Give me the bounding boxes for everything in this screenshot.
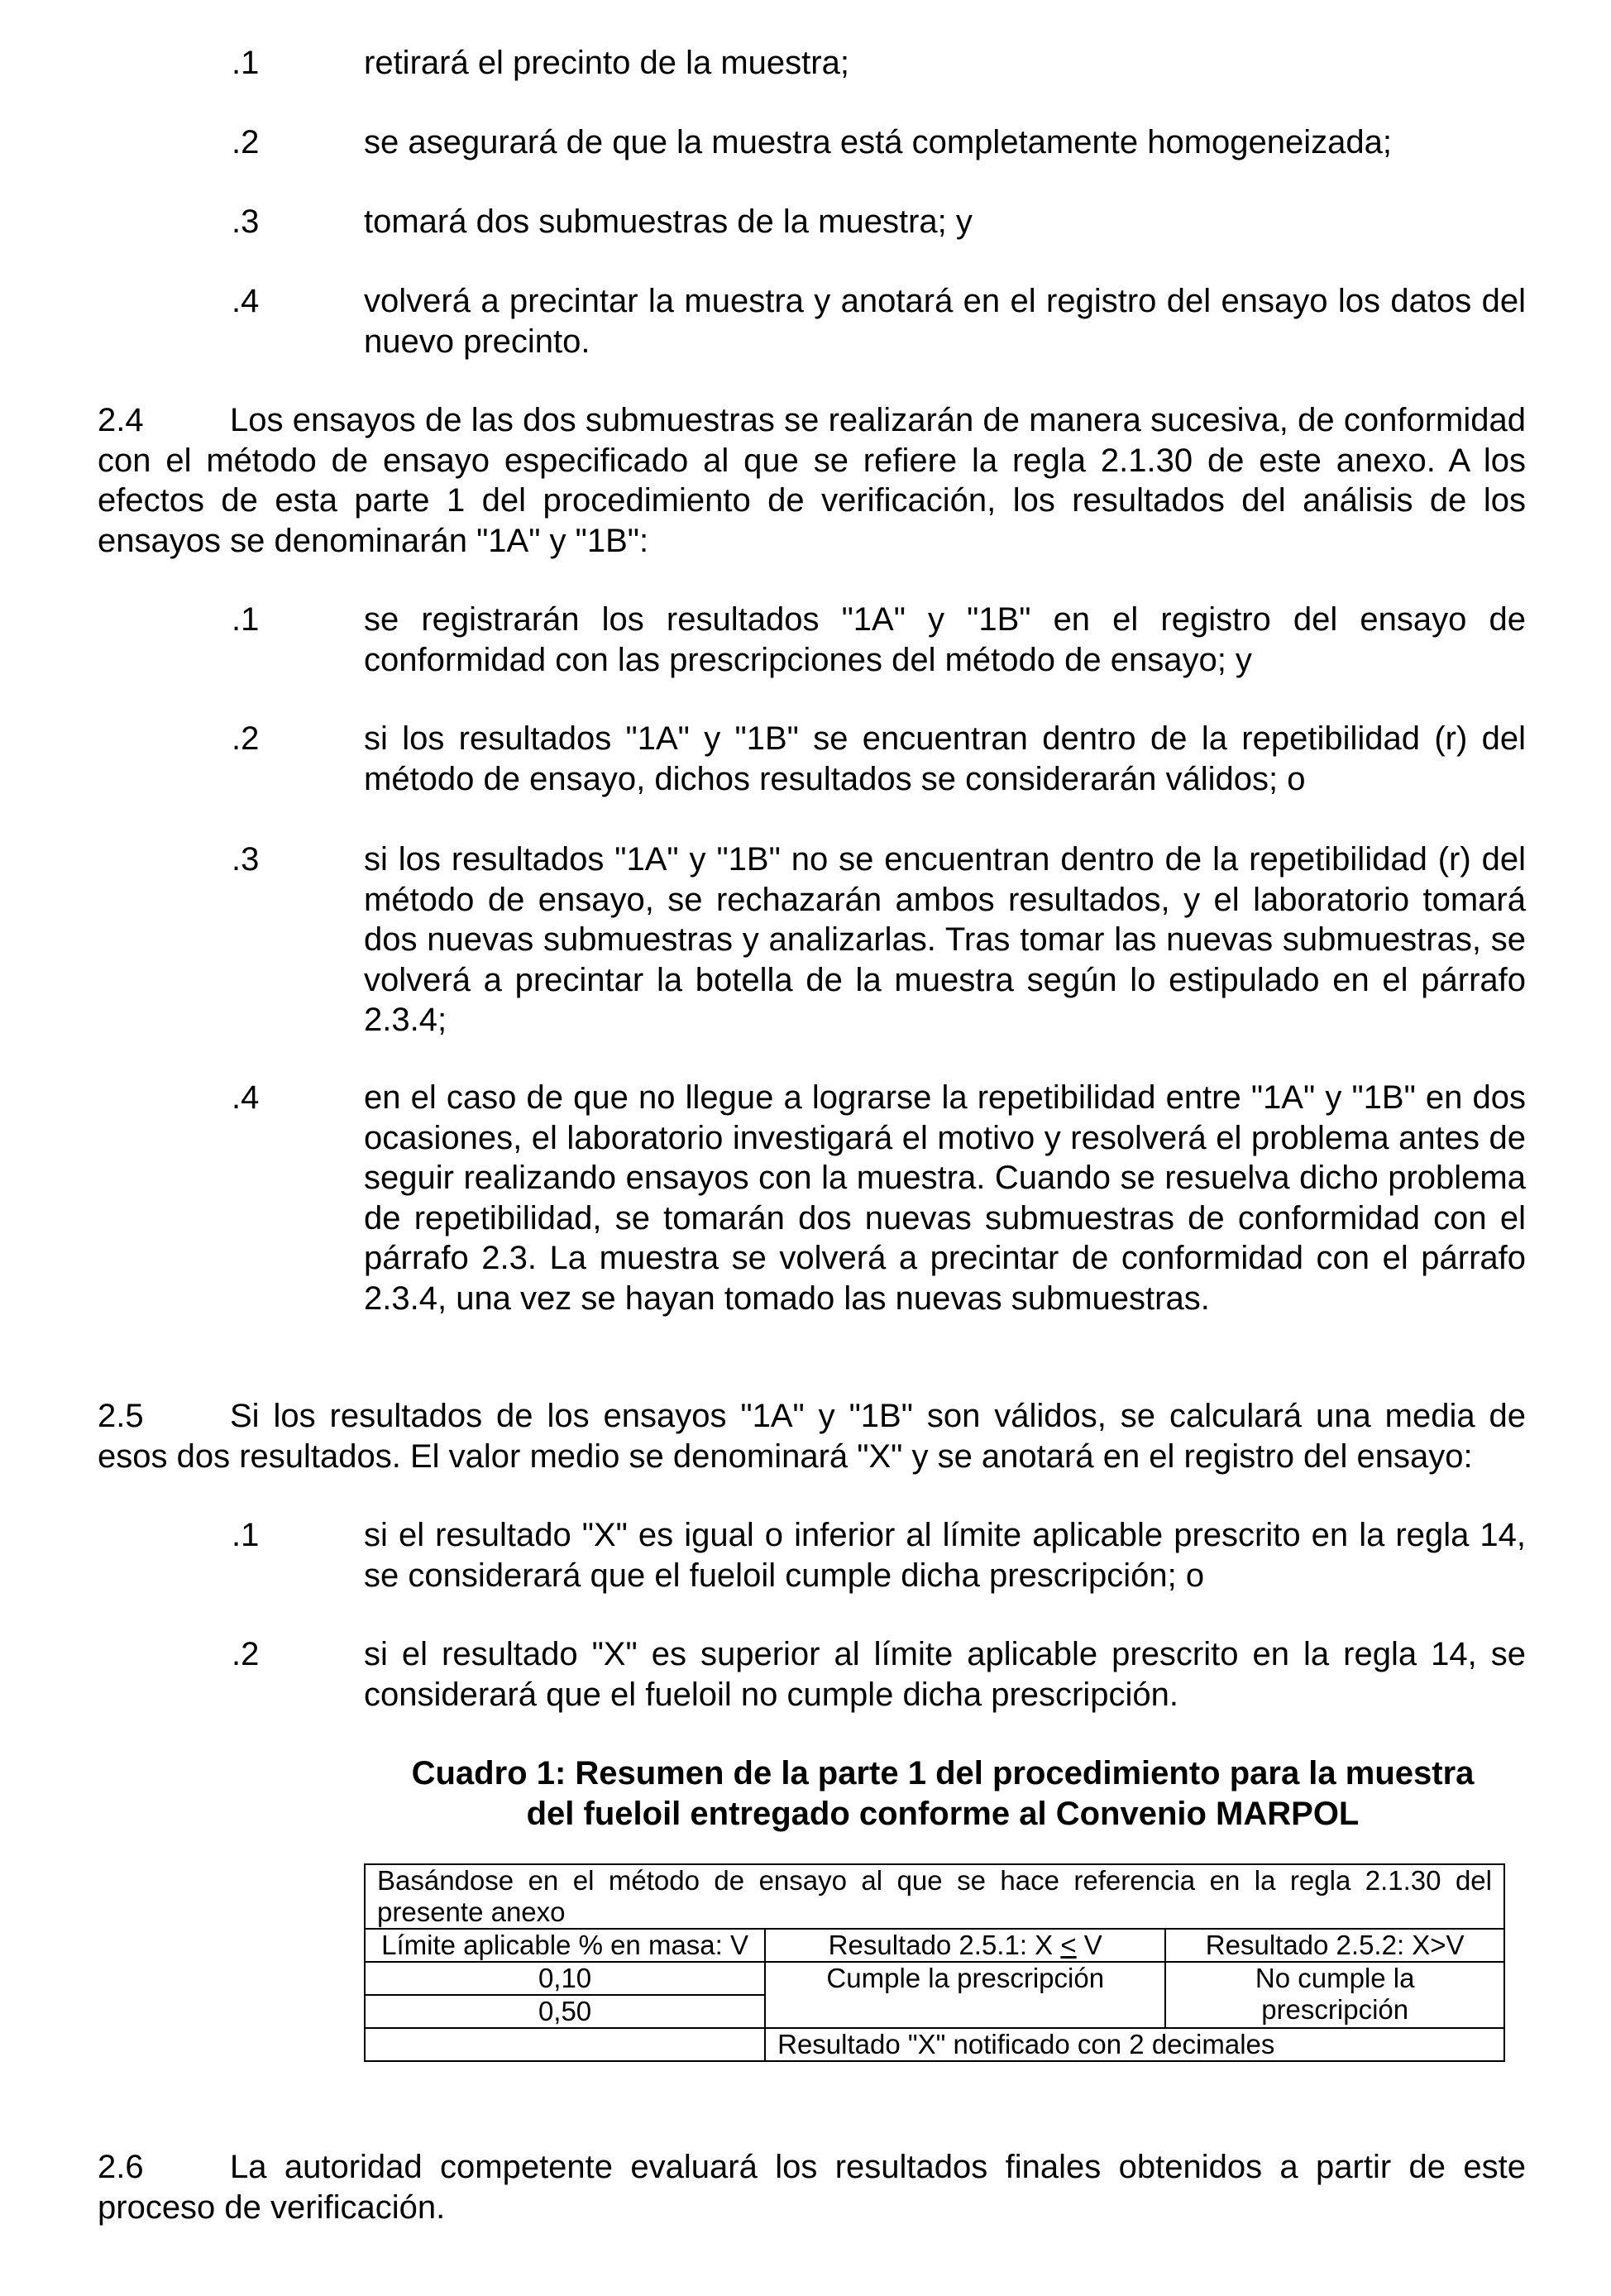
paragraph-2-5 (98, 1396, 1526, 1476)
header-text: V (1076, 1930, 1102, 1960)
item-text: si el resultado "X" es superior al límite aplicable prescrito en la regla 14, se considerará que el fueloil no cumple dicha prescripción. (364, 1636, 1526, 1713)
item-number: .2 (232, 124, 260, 160)
limit-value-cell: 0,10 (365, 1962, 765, 1995)
not-complies-cell: No cumple la prescripción (1165, 1962, 1504, 2028)
item-number: .3 (232, 841, 260, 878)
empty-cell (365, 2028, 765, 2061)
result-compliant-header (765, 1929, 1165, 1962)
reported-note-cell: Resultado "X" notificado con 2 decimales (765, 2028, 1504, 2061)
item-text: si el resultado "X" es igual o inferior al límite aplicable prescrito en la regla 14, se considerará que el fueloil cumple dicha prescripción; o (364, 1517, 1526, 1594)
paragraph-number: 2.5 (98, 1398, 144, 1434)
table-row (365, 2028, 1504, 2061)
table-row (365, 1929, 1504, 1962)
item-number: .4 (232, 1079, 260, 1116)
item-number: .4 (232, 283, 260, 319)
item-text: en el caso de que no llegue a lograrse la repetibilidad entre "1A" y "1B" en dos ocasiones, el laboratorio investigará el motivo y resolverá el problema antes de seguir realizando ensayos con la muestra. Cuando se resuelva dicho problema de repetibilidad, se tomarán dos nuevas submuestras de conformidad con el párrafo 2.3. La muestra se volverá a precintar de conformidad con el párrafo 2.3.4, una vez se hayan tomado las nuevas submuestras. (364, 1079, 1526, 1317)
limit-column-header: Límite aplicable % en masa: V (365, 1929, 765, 1962)
item-number: .1 (232, 1517, 260, 1553)
table-row (365, 1962, 1504, 1995)
less-or-equal-symbol: < (1060, 1930, 1077, 1960)
complies-cell: Cumple la prescripción (765, 1962, 1165, 2028)
item-text: si los resultados "1A" y "1B" se encuentran dentro de la repetibilidad (r) del método de ensayo, dichos resultados se considerarán válidos; o (364, 720, 1526, 797)
paragraph-text: Los ensayos de las dos submuestras se realizarán de manera sucesiva, de conformidad con el método de ensayo especificado al que se refiere la regla 2.1.30 de este anexo. A los efectos de esta parte 1 del procedimiento de verificación, los resultados del análisis de los ensayos se denominarán "1A" y "1B": (98, 402, 1526, 559)
item-number: .3 (232, 203, 260, 240)
table-caption (364, 1753, 1522, 1834)
item-text: tomará dos submuestras de la muestra; y (364, 203, 973, 240)
item-number: .1 (232, 601, 260, 638)
table-header-cell: Basándose en el método de ensayo al que se hace referencia en la regla 2.1.30 del presente anexo (365, 1864, 1504, 1929)
paragraph-number: 2.6 (98, 2149, 144, 2185)
item-text: si los resultados "1A" y "1B" no se encuentran dentro de la repetibilidad (r) del método de ensayo, se rechazarán ambos resultados, y el laboratorio tomará dos nuevas submuestras y analizarlas. Tras tomar las nuevas submuestras, se volverá a precintar la botella de la muestra según lo estipulado en el párrafo 2.3.4; (364, 841, 1526, 1038)
item-text: se asegurará de que la muestra está completamente homogeneizada; (364, 124, 1392, 160)
paragraph-number: 2.4 (98, 402, 144, 438)
table-caption-line: Cuadro 1: Resumen de la parte 1 del procedimiento para la muestra (411, 1755, 1475, 1791)
paragraph-text: La autoridad competente evaluará los resultados finales obtenidos a partir de este proceso de verificación. (98, 2149, 1526, 2226)
item-number: .2 (232, 1636, 260, 1672)
header-text: Resultado 2.5.1: X (828, 1930, 1061, 1960)
paragraph-2-6 (98, 2147, 1526, 2227)
result-noncompliant-header: Resultado 2.5.2: X>V (1165, 1929, 1504, 1962)
paragraph-2-4 (98, 400, 1526, 561)
item-text: se registrarán los resultados "1A" y "1B" en el registro del ensayo de conformidad con las prescripciones del método de ensayo; y (364, 601, 1526, 678)
limit-value-cell: 0,50 (365, 1995, 765, 2028)
item-text: volverá a precintar la muestra y anotará en el registro del ensayo los datos del nuevo precinto. (364, 283, 1526, 360)
summary-table (364, 1863, 1505, 2062)
item-number: .2 (232, 720, 260, 757)
table-caption-line: del fueloil entregado conforme al Convenio MARPOL (526, 1796, 1360, 1832)
paragraph-text: Si los resultados de los ensayos "1A" y "1B" son válidos, se calculará una media de esos dos resultados. El valor medio se denominará "X" y se anotará en el registro del ensayo: (98, 1398, 1526, 1475)
item-text: retirará el precinto de la muestra; (364, 45, 849, 81)
item-number: .1 (232, 45, 260, 81)
table-row (365, 1864, 1504, 1929)
